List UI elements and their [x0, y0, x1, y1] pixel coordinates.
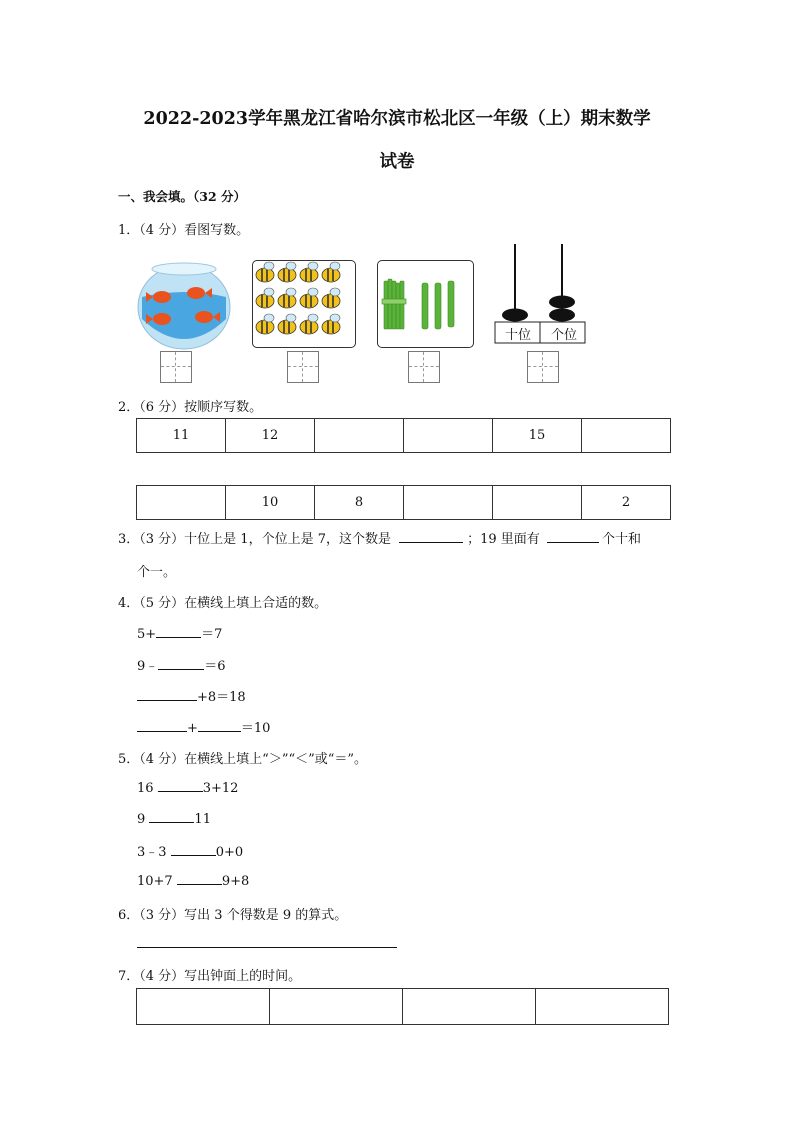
q5-c1-blank[interactable] — [158, 779, 203, 792]
clock-answer-table — [136, 988, 669, 1025]
question-7-stem: 7．（4 分）写出钟面上的时间。 — [118, 969, 302, 984]
seq1-cell-blank[interactable] — [315, 419, 404, 453]
seq2-cell-blank[interactable] — [137, 486, 226, 520]
q3-part1: 3．（3 分）十位上是 1，个位上是 7，这个数是 — [118, 532, 391, 547]
q3-blank-tens[interactable] — [547, 530, 599, 543]
question-3-stem — [118, 528, 641, 547]
sequence-table-1 — [136, 418, 671, 453]
question-2-stem: 2．（6 分）按顺序写数。 — [118, 400, 263, 415]
q4-equation-2 — [137, 655, 226, 674]
q4-e2-right: ＝6 — [204, 659, 226, 674]
q4-e4-right: ＝10 — [240, 721, 271, 736]
q6-answer-line[interactable] — [137, 947, 397, 948]
fishbowl-image — [134, 259, 234, 351]
clock-answer-cell[interactable] — [536, 989, 669, 1025]
question-1-stem: 1．（4 分）看图写数。 — [118, 223, 250, 238]
q5-compare-1 — [137, 779, 238, 796]
seq2-cell-blank[interactable] — [493, 486, 582, 520]
page-title: 2022-2023学年黑龙江省哈尔滨市松北区一年级（上）期末数学 — [143, 109, 651, 129]
q5-compare-4 — [137, 872, 249, 889]
q3-blank-number[interactable] — [399, 530, 463, 543]
q4-e3-right: +8＝18 — [197, 690, 246, 705]
bees-image — [253, 261, 355, 347]
q4-e4-blank-2[interactable] — [198, 719, 241, 732]
q5-c4-right: 9+8 — [221, 874, 250, 889]
seq2-cell: 10 — [226, 486, 315, 520]
seq2-cell: 8 — [315, 486, 404, 520]
abacus-ones-label: 个位 — [550, 328, 577, 343]
clock-answer-cell[interactable] — [137, 989, 270, 1025]
answer-box-sticks[interactable] — [408, 351, 440, 383]
q5-c2-left: 9 — [137, 812, 146, 827]
q5-c4-left: 10+7 — [137, 874, 173, 889]
q5-c3-blank[interactable] — [171, 843, 216, 856]
q4-e1-left: 5+ — [137, 627, 157, 642]
q4-e2-left: 9﹣ — [137, 659, 159, 674]
q5-c1-left: 16 — [137, 781, 154, 796]
q3-part3: 个十和 — [601, 532, 641, 547]
q4-equation-3 — [137, 686, 246, 705]
sticks-image — [378, 261, 473, 347]
q4-equation-4 — [137, 717, 270, 736]
seq1-cell: 12 — [226, 419, 315, 453]
q5-c2-right: 11 — [194, 812, 211, 827]
seq1-cell: 11 — [137, 419, 226, 453]
q4-e4-blank-1[interactable] — [137, 719, 187, 732]
clock-answer-cell[interactable] — [270, 989, 403, 1025]
q5-c2-blank[interactable] — [149, 810, 194, 823]
sequence-table-2 — [136, 485, 671, 520]
clock-answer-cell[interactable] — [403, 989, 536, 1025]
answer-box-fish[interactable] — [160, 351, 192, 383]
q4-e1-right: ＝7 — [201, 627, 223, 642]
q4-e1-blank[interactable] — [156, 625, 201, 638]
answer-box-abacus[interactable] — [527, 351, 559, 383]
q4-equation-1 — [137, 623, 222, 642]
q5-c3-left: 3﹣3 — [137, 845, 167, 860]
question-6-stem: 6．（3 分）写出 3 个得数是 9 的算式。 — [118, 908, 348, 923]
sticks-image-frame — [377, 260, 474, 348]
seq1-cell-blank[interactable] — [582, 419, 671, 453]
question-4-stem: 4．（5 分）在横线上填上合适的数。 — [118, 596, 328, 611]
seq1-cell: 15 — [493, 419, 582, 453]
question-5-stem: 5．（4 分）在横线上填上“＞”“＜”或“＝”。 — [118, 752, 368, 767]
q5-compare-3 — [137, 841, 243, 860]
q5-c1-right: 3+12 — [202, 781, 239, 796]
q5-c4-blank[interactable] — [177, 872, 222, 885]
q4-e3-blank[interactable] — [137, 688, 197, 701]
page-title-line2: 试卷 — [379, 152, 415, 172]
bees-image-frame — [252, 260, 356, 348]
seq1-cell-blank[interactable] — [404, 419, 493, 453]
q4-e4-plus: + — [187, 721, 198, 736]
q3-part2: ；19 里面有 — [467, 532, 540, 547]
question-3-line2: 个一。 — [137, 565, 177, 580]
section-heading: 一、我会填。（32 分） — [118, 189, 246, 204]
q5-c3-right: 0+0 — [215, 845, 244, 860]
abacus-tens-label: 十位 — [504, 328, 531, 343]
q5-compare-2 — [137, 810, 211, 827]
answer-box-bees[interactable] — [287, 351, 319, 383]
seq2-cell: 2 — [582, 486, 671, 520]
q4-e2-blank[interactable] — [158, 657, 204, 670]
seq2-cell-blank[interactable] — [404, 486, 493, 520]
